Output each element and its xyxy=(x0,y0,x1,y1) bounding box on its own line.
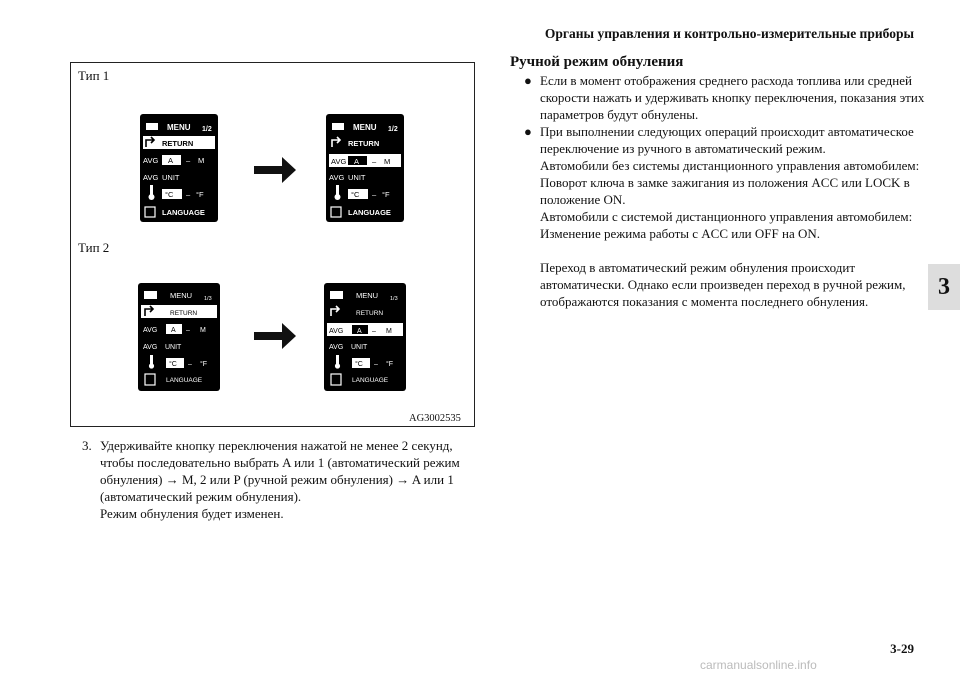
f-option: °F xyxy=(386,361,394,368)
type1-label: Тип 1 xyxy=(78,68,110,83)
bullet-2-text: При выполнении следующих операций происходит автоматическое переключение из ручного в автоматический режим. xyxy=(540,124,914,156)
m-option: M xyxy=(198,156,205,165)
dash-2: – xyxy=(186,190,191,199)
step-result: Режим обнуления будет изменен. xyxy=(100,506,284,521)
return-label: RETURN xyxy=(356,310,384,317)
menu-icon xyxy=(144,291,157,299)
language-label: LANGUAGE xyxy=(352,377,389,384)
m-option: M xyxy=(386,328,392,335)
avg-unit-label: AVG xyxy=(143,344,158,351)
dash: – xyxy=(372,157,377,166)
dash-2: – xyxy=(188,361,192,368)
a-option: A xyxy=(171,327,176,334)
step-number: 3. xyxy=(82,438,92,453)
step-text: Удерживайте кнопку переключения нажатой не менее 2 секунд, чтобы последовательно выбрать A или 1 (автоматический режим обнуления) → M, 2 или P (ручной режим обнуления) → A или 1 (автоматический режим обнуления). xyxy=(100,438,460,504)
c-option: °C xyxy=(165,190,174,199)
dash: – xyxy=(186,327,190,334)
page-indicator: 1/3 xyxy=(390,296,398,302)
a-option: A xyxy=(357,328,362,335)
type1-screen-before xyxy=(140,114,218,222)
return-arrow-icon xyxy=(332,137,340,147)
watermark: carmanualsonline.info xyxy=(700,658,817,672)
menu-icon xyxy=(332,123,344,130)
unit-label: UNIT xyxy=(162,173,180,182)
m-option: M xyxy=(200,327,206,334)
avg-label: AVG xyxy=(329,328,344,335)
return-arrow-icon xyxy=(331,306,339,316)
unit-label: UNIT xyxy=(165,344,182,351)
thermometer-icon xyxy=(150,355,153,364)
c-option: °C xyxy=(169,361,177,368)
menu-label: MENU xyxy=(170,291,193,300)
bullet-1-text: Если в момент отображения среднего расхода топлива или средней скорости нажать и удерживать кнопку переключения, показания этих параметров будут обнулены. xyxy=(540,73,925,122)
step-3 xyxy=(82,437,482,522)
bullet-2 xyxy=(522,123,927,157)
a-option: A xyxy=(354,157,360,166)
no-remote-text: Поворот ключа в замке зажигания из положения ACC или LOCK в положение ON. xyxy=(540,175,910,207)
header-title: Органы управления и контрольно-измерительные приборы xyxy=(544,26,914,41)
page-indicator: 1/3 xyxy=(204,296,212,302)
section-title: Ручной режим обнуления xyxy=(510,54,684,70)
page-number: 3-29 xyxy=(890,641,914,656)
f-option: °F xyxy=(200,361,208,368)
menu-icon xyxy=(146,123,158,130)
avg-unit-label: AVG xyxy=(329,344,344,351)
language-label: LANGUAGE xyxy=(162,208,205,217)
note-text: Переход в автоматический режим обнуления происходит автоматически. Однако если произведен переход в ручной режим, отображаются показания с момента последнего обнуления. xyxy=(540,260,906,309)
menu-label: MENU xyxy=(353,123,377,132)
dash: – xyxy=(372,328,376,335)
language-icon xyxy=(145,374,155,385)
type2-screen-before xyxy=(138,283,220,391)
return-label: RETURN xyxy=(348,139,380,148)
dash: – xyxy=(186,156,191,165)
a-option: A xyxy=(168,156,174,165)
thermometer-icon xyxy=(336,185,339,195)
right-arrow-icon xyxy=(254,155,296,185)
right-arrow-icon-2 xyxy=(254,321,296,351)
c-option: °C xyxy=(355,361,363,368)
no-remote-title: Автомобили без системы дистанционного управления автомобилем: xyxy=(540,158,920,173)
unit-label: UNIT xyxy=(351,344,368,351)
remote-text: Изменение режима работы с ACC или OFF на ON. xyxy=(540,226,820,241)
remote-title: Автомобили с системой дистанционного управления автомобилем: xyxy=(540,209,913,224)
avg-unit-label: AVG xyxy=(329,173,345,182)
avg-label: AVG xyxy=(331,157,347,166)
return-label: RETURN xyxy=(170,310,198,317)
language-label: LANGUAGE xyxy=(166,377,203,384)
bullet-symbol: ● xyxy=(524,73,532,88)
chapter-tab: 3 xyxy=(928,264,960,310)
menu-label: MENU xyxy=(356,291,379,300)
page-indicator: 1/2 xyxy=(202,126,212,133)
type2-label: Тип 2 xyxy=(78,240,110,255)
c-option: °C xyxy=(351,190,360,199)
page-indicator: 1/2 xyxy=(388,126,398,133)
return-label: RETURN xyxy=(162,139,194,148)
avg-label: AVG xyxy=(143,156,159,165)
m-option: M xyxy=(384,157,391,166)
language-label: LANGUAGE xyxy=(348,208,391,217)
avg-label: AVG xyxy=(143,327,158,334)
language-icon xyxy=(145,207,155,217)
thermometer-icon xyxy=(150,185,153,195)
figure-box xyxy=(70,62,475,427)
unit-label: UNIT xyxy=(348,173,366,182)
figure-code: AG3002535 xyxy=(409,413,461,424)
type1-screen-after xyxy=(326,114,404,222)
avg-unit-label: AVG xyxy=(143,173,159,182)
manual-section-body xyxy=(522,72,927,310)
f-option: °F xyxy=(196,190,204,199)
menu-icon xyxy=(330,291,343,299)
bullet-1 xyxy=(522,72,927,123)
menu-label: MENU xyxy=(167,123,191,132)
type2-screen-after xyxy=(324,283,406,391)
bullet-symbol-2: ● xyxy=(524,124,532,139)
thermometer-icon xyxy=(336,355,339,364)
language-icon xyxy=(331,374,341,385)
dash-2: – xyxy=(372,190,377,199)
language-icon xyxy=(331,207,341,217)
dash-2: – xyxy=(374,361,378,368)
f-option: °F xyxy=(382,190,390,199)
